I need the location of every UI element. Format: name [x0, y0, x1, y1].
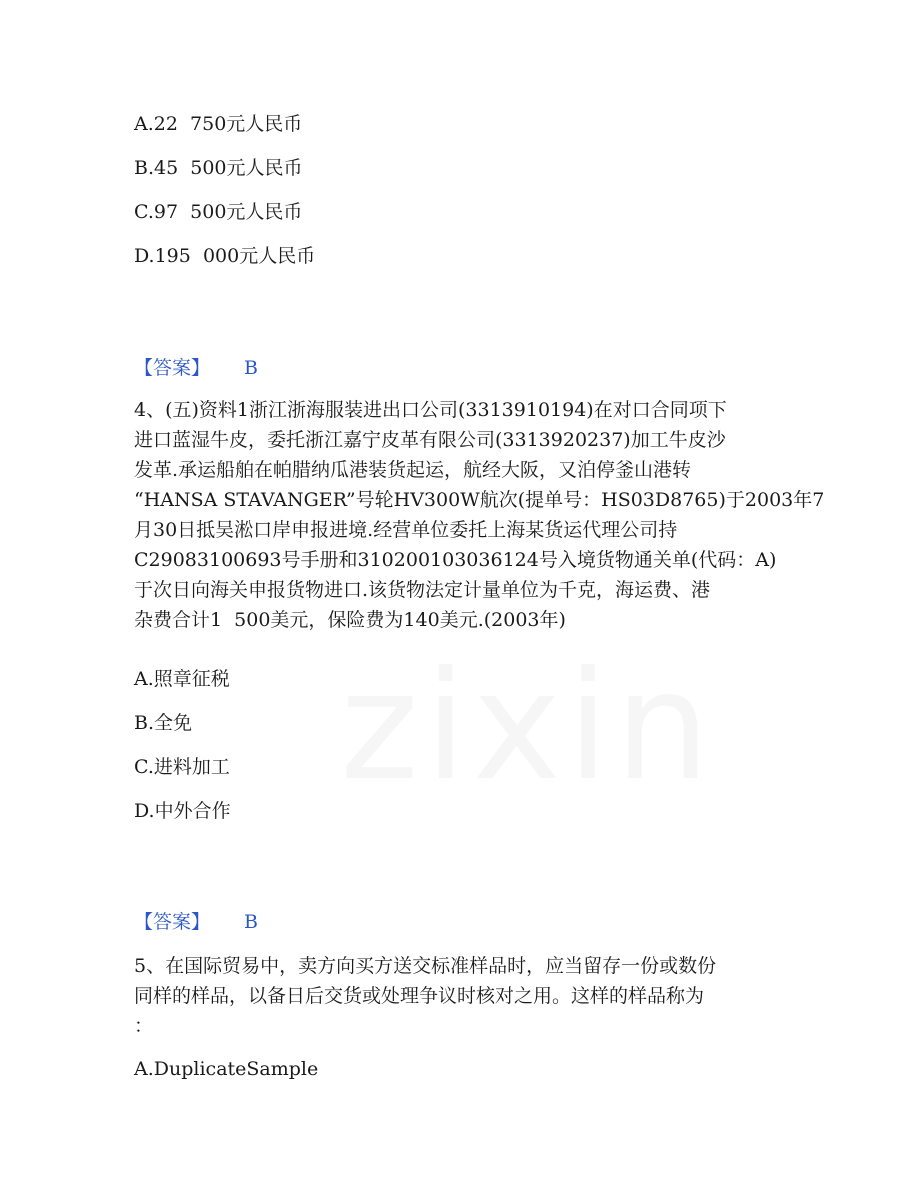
q4-line: 月30日抵吴淞口岸申报进境.经营单位委托上海某货运代理公司持: [134, 519, 678, 541]
q4-question: [134, 395, 825, 635]
q4-option-c: C.进料加工: [134, 756, 230, 778]
q4-line: 于次日向海关申报货物进口.该货物法定计量单位为千克，海运费、港: [134, 579, 711, 601]
answer-label: 【答案】: [134, 911, 211, 933]
q3-option-d: D.195 000元人民币: [134, 245, 316, 267]
q3-option-c: C.97 500元人民币: [134, 201, 303, 223]
q4-answer-value: B: [244, 911, 258, 933]
q4-line: 进口蓝湿牛皮，委托浙江嘉宁皮革有限公司(3313920237)加工牛皮沙: [134, 429, 726, 451]
q3-answer-value: B: [244, 357, 258, 379]
q5-line: 同样的样品，以备日后交货或处理争议时核对之用。这样的样品称为: [134, 985, 705, 1007]
q3-answer-row: [134, 356, 258, 380]
q3-option-b: B.45 500元人民币: [134, 157, 303, 179]
q4-option-a: A.照章征税: [134, 668, 230, 690]
q3-option-a: A.22 750元人民币: [134, 113, 303, 135]
q4-line: C29083100693号手册和310200103036124号入境货物通关单(代码：A): [134, 549, 777, 571]
q4-line: 4、(五)资料1浙江浙海服装进出口公司(3313910194)在对口合同项下: [134, 399, 727, 421]
q5-option-a: A.DuplicateSample: [134, 1058, 319, 1080]
q5-line: 5、在国际贸易中，卖方向买方送交标准样品时，应当留存一份或数份: [134, 955, 717, 977]
q4-line: “HANSA STAVANGER”号轮HV300W航次(提单号：HS03D8765)于2003年7: [134, 489, 825, 511]
q4-option-b: B.全免: [134, 712, 193, 734]
q5-line: ：: [134, 1015, 154, 1037]
q4-answer-row: [134, 910, 258, 934]
q5-question: [134, 951, 794, 1041]
answer-label: 【答案】: [134, 357, 211, 379]
q4-option-d: D.中外合作: [134, 800, 231, 822]
watermark: [340, 640, 716, 814]
q4-line: 杂费合计1 500美元，保险费为140美元.(2003年): [134, 609, 566, 631]
q4-line: 发革.承运船舶在帕腊纳瓜港装货起运，航经大阪，又泊停釜山港转: [134, 459, 692, 481]
